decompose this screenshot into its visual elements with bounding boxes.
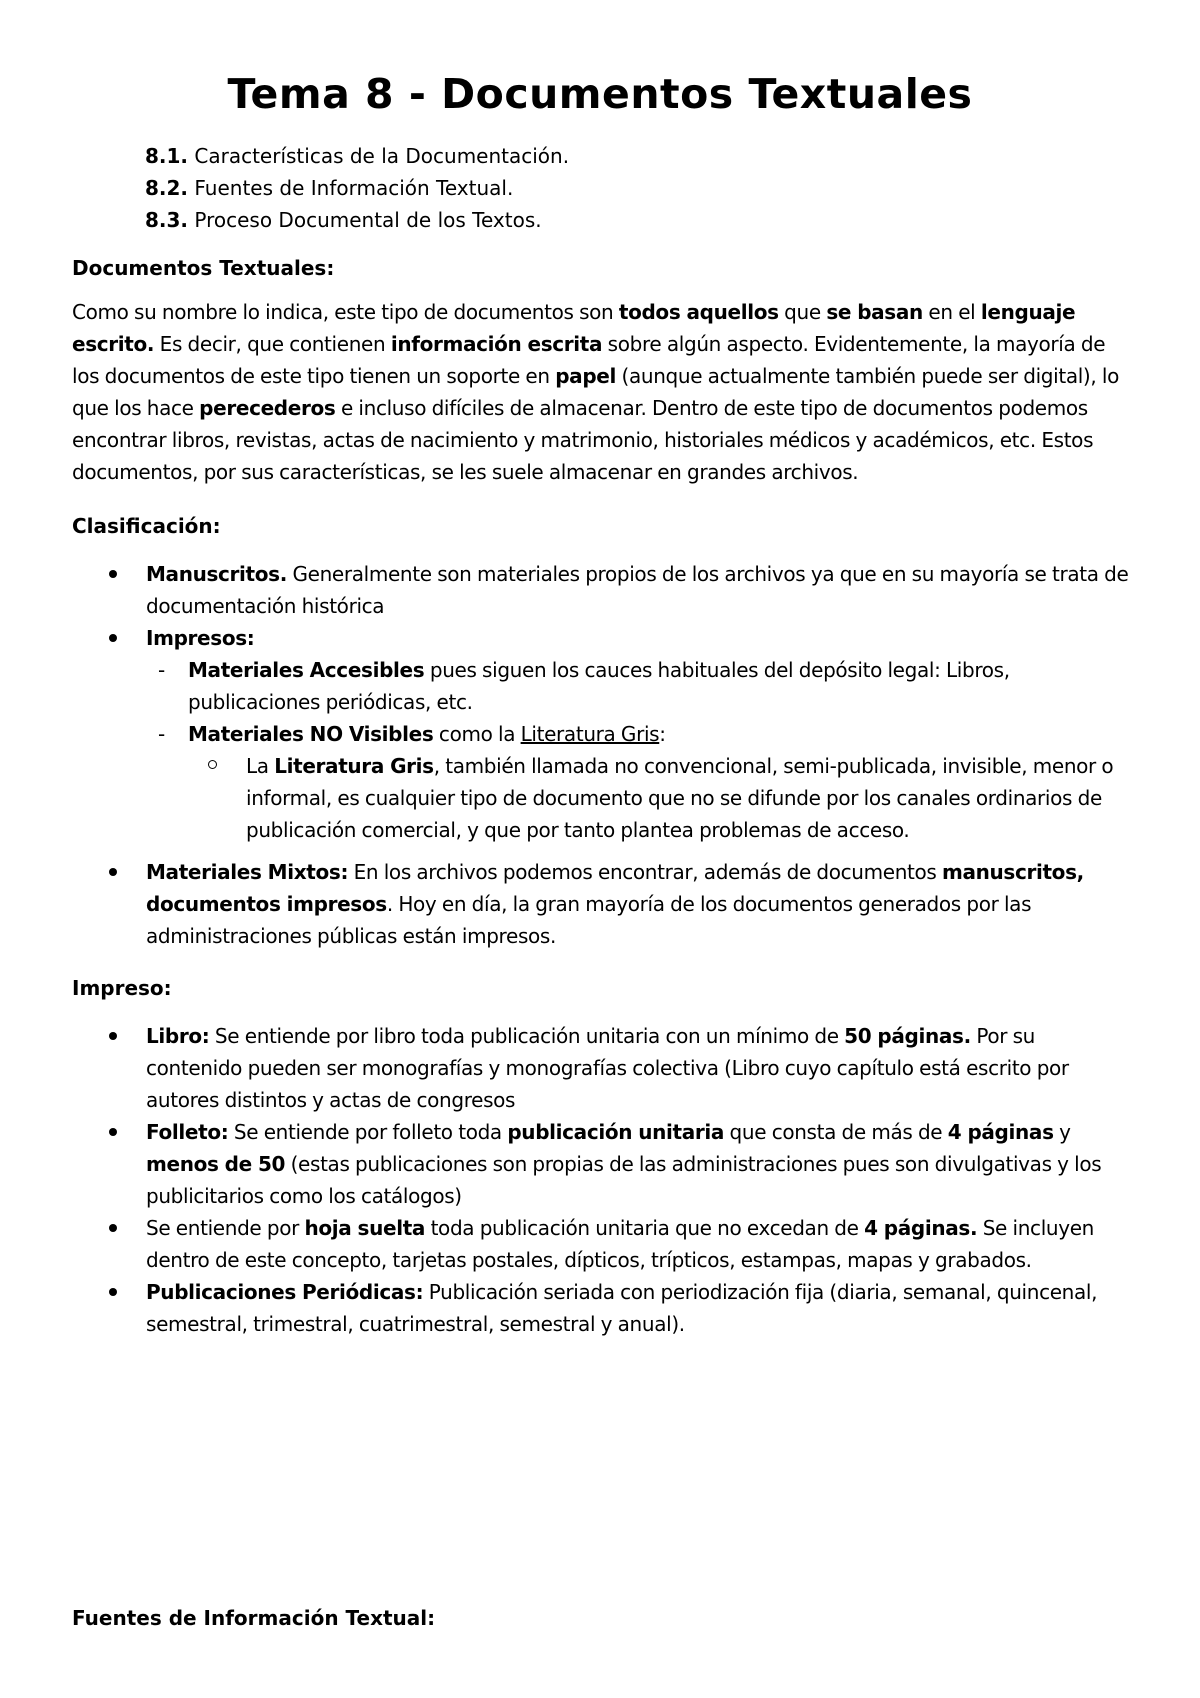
item-text: Publicación seriada con periodización fija (diaria, semanal, quincenal, semestral, trimestral, cuatrimestral, semestral y anual). [146, 1280, 1098, 1336]
section-heading: Documentos Textuales: [72, 256, 335, 280]
table-of-contents [145, 140, 569, 236]
section-documentos [72, 252, 1132, 488]
toc-text: Proceso Documental de los Textos. [194, 208, 542, 232]
item-text: (estas publicaciones son propias de las administraciones pues son divulgativas y los publicitarios como los catálogos) [146, 1152, 1102, 1208]
underlined-term: Literatura Gris [520, 722, 660, 746]
section-clasificacion [72, 510, 1132, 952]
item-text: , también llamada no convencional, semi-publicada, invisible, menor o informal, es cualquier tipo de documento que no se difunde por los canales ordinarios de publicación comercial, y que por tanto plantea problemas de acceso. [246, 754, 1114, 842]
list-item-periodicas [72, 1276, 1132, 1340]
bullet-icon [109, 1128, 117, 1136]
bold-run: publicación unitaria [507, 1120, 725, 1144]
item-label: Publicaciones Periódicas: [146, 1280, 424, 1304]
toc-item [145, 140, 569, 172]
impreso-list [72, 1020, 1132, 1340]
item-text: pues siguen los cauces habituales del depósito legal: Libros, publicaciones periódicas, etc. [188, 658, 1010, 714]
text-run: Como su nombre lo indica, este tipo de documentos son [72, 300, 619, 324]
bold-run: perecederos [199, 396, 336, 420]
bullet-icon [109, 570, 117, 578]
bold-run: 4 páginas. [864, 1216, 978, 1240]
item-label: Materiales NO Visibles [188, 722, 434, 746]
bold-run: información escrita [390, 332, 603, 356]
item-text: . Hoy en día, la gran mayoría de los documentos generados por las administraciones públicas están impresos. [146, 892, 1032, 948]
item-text: como la [433, 722, 521, 746]
item-label: Impresos: [146, 626, 255, 650]
item-text: que consta de más de [724, 1120, 948, 1144]
item-label: Manuscritos. [146, 562, 287, 586]
item-text: Se entiende por [146, 1216, 305, 1240]
item-text: Se entiende por folleto toda [228, 1120, 508, 1144]
section-fuentes [72, 1602, 1132, 1634]
section-heading: Fuentes de Información Textual: [72, 1606, 436, 1630]
item-label: Literatura Gris [274, 754, 434, 778]
section-impreso [72, 972, 1132, 1340]
item-text: Generalmente son materiales propios de los archivos ya que en su mayoría se trata de documentación histórica [146, 562, 1129, 618]
bold-run: papel [555, 364, 617, 388]
list-item-hoja-suelta [72, 1212, 1132, 1276]
item-label: Libro: [146, 1024, 210, 1048]
item-text: y [1053, 1120, 1071, 1144]
text-run: Es decir, que contienen [154, 332, 391, 356]
bold-run: hoja suelta [304, 1216, 426, 1240]
item-text: : [659, 722, 666, 746]
text-run: en el [922, 300, 981, 324]
item-label: Materiales Mixtos: [146, 860, 349, 884]
toc-number: 8.1. [145, 144, 189, 168]
list-item-manuscritos [72, 558, 1132, 622]
item-label: Folleto: [146, 1120, 229, 1144]
item-text: Por su contenido pueden ser monografías y monografías colectiva (Libro cuyo capítulo está escrito por autores distintos y actas de congresos [146, 1024, 1069, 1112]
circle-bullet-icon [208, 760, 217, 769]
dash-icon: - [158, 722, 165, 746]
bold-run: 4 páginas [947, 1120, 1054, 1144]
text-run: (aunque actualmente también puede ser digital), lo que los hace [72, 364, 1119, 420]
bullet-icon [109, 868, 117, 876]
toc-item [145, 204, 569, 236]
bold-run: todos aquellos [618, 300, 779, 324]
toc-number: 8.3. [145, 208, 189, 232]
list-item-libro [72, 1020, 1132, 1116]
bold-run: menos de 50 [146, 1152, 286, 1176]
item-text: En los archivos podemos encontrar, además de documentos [348, 860, 942, 884]
bullet-icon [109, 634, 117, 642]
bold-run: se basan [826, 300, 923, 324]
sublist-item-novisibles [72, 718, 1132, 750]
section-heading: Clasificación: [72, 514, 221, 538]
section-heading: Impreso: [72, 976, 172, 1000]
bullet-icon [109, 1032, 117, 1040]
text-run: que [778, 300, 827, 324]
bold-run: 50 páginas. [844, 1024, 971, 1048]
text-run: e incluso difíciles de almacenar. Dentro de este tipo de documentos podemos encontrar libros, revistas, actas de nacimiento y matrimonio, historiales médicos y académicos, etc. Estos documentos, por sus características, se les suele almacenar en grandes archivos. [72, 396, 1094, 484]
bold-run: lenguaje escrito. [72, 300, 1076, 356]
page-title: Tema 8 - Documentos Textuales [227, 70, 973, 118]
toc-text: Fuentes de Información Textual. [194, 176, 514, 200]
bullet-icon [109, 1224, 117, 1232]
toc-number: 8.2. [145, 176, 189, 200]
toc-item [145, 172, 569, 204]
item-text: Se entiende por libro toda publicación unitaria con un mínimo de [209, 1024, 845, 1048]
item-text: toda publicación unitaria que no excedan de [425, 1216, 865, 1240]
classification-list [72, 558, 1132, 952]
list-item-mixtos [72, 856, 1132, 952]
toc-text: Características de la Documentación. [194, 144, 570, 168]
subsublist-item-literatura [72, 750, 1132, 846]
item-text: La [246, 754, 275, 778]
item-text: Se incluyen dentro de este concepto, tarjetas postales, dípticos, trípticos, estampas, mapas y grabados. [146, 1216, 1094, 1272]
bold-run: manuscritos, documentos impresos [146, 860, 1084, 916]
sublist-item-accesibles [72, 654, 1132, 718]
text-run: sobre algún aspecto. Evidentemente, la mayoría de los documentos de este tipo tienen un soporte en [72, 332, 1106, 388]
dash-icon: - [158, 658, 165, 682]
item-label: Materiales Accesibles [188, 658, 425, 682]
intro-paragraph [72, 296, 1132, 488]
list-item-folleto [72, 1116, 1132, 1212]
list-item-impresos [72, 622, 1132, 654]
bullet-icon [109, 1288, 117, 1296]
